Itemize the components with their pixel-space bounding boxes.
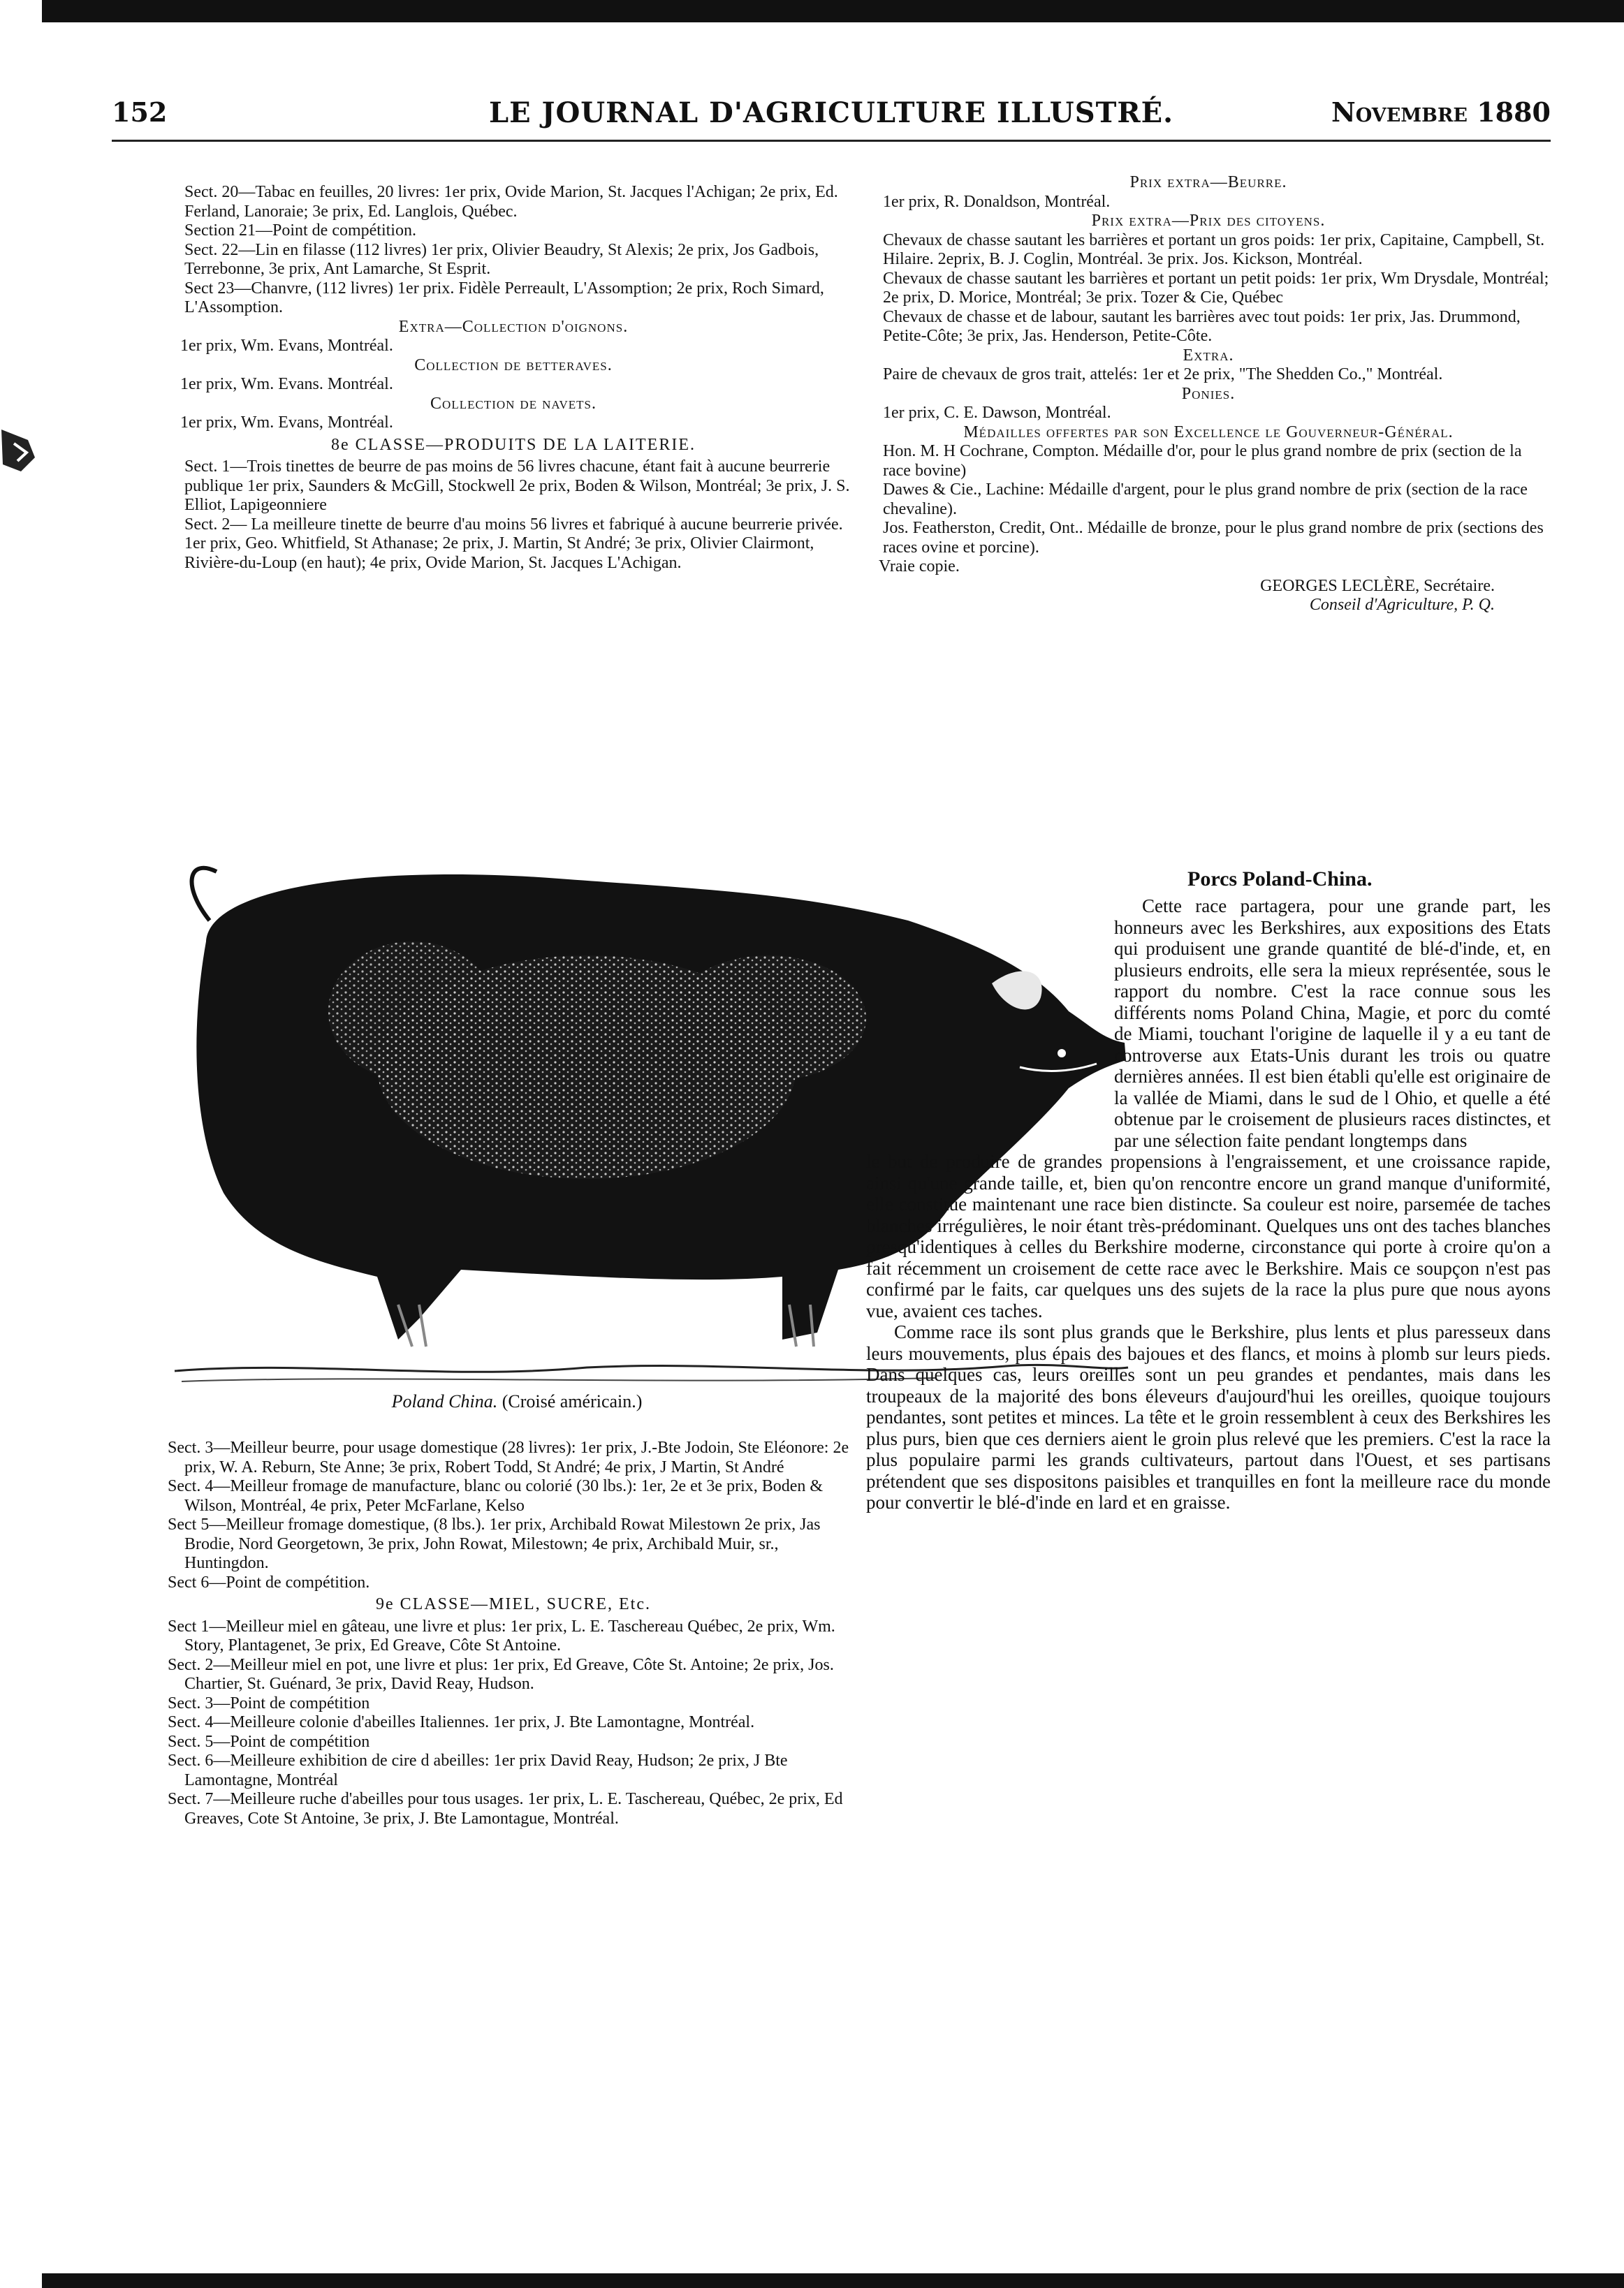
prize-entry: Section 21—Point de compétition. bbox=[184, 221, 416, 240]
left-column bbox=[168, 183, 859, 573]
prize-entry: Hon. M. H Cochrane, Compton. Médaille d'or, pour le plus grand nombre de prix (section de la race bovine) bbox=[883, 442, 1522, 480]
section-heading: Prix extra—Beurre. bbox=[1129, 173, 1287, 191]
caption-breed: Poland China. bbox=[391, 1391, 498, 1411]
section-heading: Collection de navets. bbox=[430, 394, 597, 413]
journal-title: LE JOURNAL D'AGRICULTURE ILLUSTRÉ. bbox=[488, 96, 1173, 129]
section-heading: Médailles offertes par son Excellence le Gouverneur-Général. bbox=[963, 423, 1454, 441]
article-paragraph: Comme race ils sont plus grands que le Berkshire, plus lents et plus paresseux dans leurs mouvements, plus épais des bajoues et des flancs, et moins à plomb sur leurs pieds. Dans quelques cas, leurs oreilles sont un peu grandes et pendantes, mais dans les troupeaux de la majorité des bons éleveurs d'aujourd'hui les oreilles, quoique toujours pendantes, sont petites et minces. La tête et le groin ressemblent à ceux des Berkshires les plus purs, bien que ces derniers aient le groin plus relevé que les premiers. C'est la race la plus populaire parmi les grands cultivateurs, partout dans l'Ouest, et ses partisans prétendent que ses dispositons paisibles et tranquilles en font la meilleure race du monde pour convertir le blé-d'inde en lard et en graisse. bbox=[866, 1321, 1551, 1513]
signature-org: Conseil d'Agriculture, P. Q. bbox=[1309, 596, 1495, 614]
prize-entry: Chevaux de chasse sautant les barrières et portant un petit poids: 1er prix, Wm Drysdale, Montréal; 2e prix, D. Morice, Montréal; 3e prix. Tozer & Cie, Québec bbox=[883, 269, 1549, 307]
prize-entry: Sect. 20—Tabac en feuilles, 20 livres: 1er prix, Ovide Marion, St. Jacques l'Achigan; 2e prix, Ed. Ferland, Lanoraie; 3e prix, Ed. Langlois, Québec. bbox=[184, 183, 838, 221]
article-body bbox=[866, 895, 1551, 1513]
prize-entry: Sect. 6—Meilleure exhibition de cire d abeilles: 1er prix David Reay, Hudson; 2e prix, J Bte Lamontagne, Montréal bbox=[168, 1752, 788, 1789]
prize-entry: 1er prix, C. E. Dawson, Montréal. bbox=[883, 404, 1111, 422]
prize-entry: Sect. 5—Point de compétition bbox=[168, 1732, 370, 1751]
prize-entry: Sect 23—Chanvre, (112 livres) 1er prix. Fidèle Perreault, L'Assomption; 2e prix, Roch Simard, L'Assomption. bbox=[184, 279, 824, 316]
section-heading: 8e CLASSE—PRODUITS DE LA LAITERIE. bbox=[331, 435, 696, 454]
section-heading: Collection de betteraves. bbox=[414, 355, 613, 374]
prize-entry: Sect. 4—Meilleure colonie d'abeilles Italiennes. 1er prix, J. Bte Lamontagne, Montréal. bbox=[168, 1713, 755, 1731]
section-heading: Extra. bbox=[1183, 346, 1234, 365]
prize-entry: Chevaux de chasse sautant les barrières et portant un gros poids: 1er prix, Capitaine, Campbell, St. Hilaire. 2eprix, B. J. Coglin, Montréal. 3e prix. Jos. Kickson, Montréal. bbox=[883, 230, 1545, 268]
article-paragraph: le but de produire de grandes propensions à l'engraissement, et une croissance rapide, ainsi qu'une grande taille, et, bien qu'on rencontre encore un grand manque d'uniformité, elle constitue maintenant une race bien distincte. Sa couleur est noire, parsemée de taches blanches irrégulières, le noir étant très-prédominant. Quelques uns ont des taches blanches presqu'identiques à celles du Berkshire moderne, circonstance qui porte à croire qu'on a fait récemment un croisement de cette race avec le Berkshire. Mais ce soupçon n'est pas confirmé par le faits, car quelques uns des sujets de la race la plus pure que nous ayons vue, avaient ces taches. bbox=[866, 1151, 1551, 1321]
prize-entry: Sect 6—Point de compétition. bbox=[168, 1573, 370, 1592]
section-heading: Extra—Collection d'oignons. bbox=[398, 317, 629, 336]
prize-entry: Sect. 2—Meilleur miel en pot, une livre et plus: 1er prix, Ed Greave, Côte St. Antoine; 2e prix, Jos. Chartier, St. Guénard, 3e prix, David Reay, Hudson. bbox=[168, 1655, 834, 1693]
figure-caption bbox=[168, 1391, 866, 1412]
section-heading: Ponies. bbox=[1181, 384, 1236, 403]
bottom-scan-border bbox=[42, 2273, 1624, 2288]
prize-entry: Sect 5—Meilleur fromage domestique, (8 lbs.). 1er prix, Archibald Rowat Milestown 2e prix, Jas Brodie, Nord Georgetown, 3e prix, John Rowat, Milestown; 4e prix, Archibald Muir, sr., Huntingdon. bbox=[168, 1516, 821, 1572]
right-column bbox=[866, 173, 1551, 615]
article-paragraph: Cette race partagera, pour une grande part, les honneurs avec les Berkshires, aux expositions des Etats qui produisent une grande quantité de blé-d'inde, et, en plusieurs endroits, elle sera la mieux représentée, sous le rapport du nombre. C'est la race connue sous les différents noms Poland China, Magie, et porc du comté de Miami, touchant l'origine de laquelle il y a eu tant de controverse aux Etats-Unis durant les trois ou quatre dernières années. Il est bien établi qu'elle est originaire de la vallée de Miami, dans le sud de l Ohio, et quelle a été obtenue par le croisement de plusieurs races distinctes, et par une sélection faite pendant longtemps dans bbox=[1114, 895, 1551, 1151]
prize-entry: Sect. 3—Point de compétition bbox=[168, 1694, 370, 1713]
prize-entry: Sect. 7—Meilleure ruche d'abeilles pour tous usages. 1er prix, L. E. Taschereau, Québec, 2e prix, Ed Greaves, Cote St Antoine, 3e prix, J. Bte Lamontague, Montréal. bbox=[168, 1790, 843, 1828]
page-number: 152 bbox=[112, 96, 168, 128]
prize-entry: Paire de chevaux de gros trait, attelés: 1er et 2e prix, "The Shedden Co.," Montréal. bbox=[883, 365, 1443, 383]
article-title: Porcs Poland-China. bbox=[1187, 867, 1373, 890]
prize-entry: 1er prix, R. Donaldson, Montréal. bbox=[883, 192, 1111, 211]
top-scan-border bbox=[42, 0, 1624, 22]
prize-entry: Sect 1—Meilleur miel en gâteau, une livre et plus: 1er prix, L. E. Taschereau Québec, 2e prix, Wm. Story, Plantagenet, 3e prix, Ed Greave, Côte St Antoine. bbox=[168, 1617, 835, 1655]
prize-entry: 1er prix, Wm. Evans. Montréal. bbox=[180, 375, 393, 393]
prize-entry: Sect. 1—Trois tinettes de beurre de pas moins de 56 livres chacune, étant fait à aucune beurrerie publique 1er prix, Saunders & McGill, Stockwell 2e prix, Boden & Wilson, Montréal; 3e prix, J. S. Elliot, Lapigeonniere bbox=[184, 457, 850, 514]
header-rule bbox=[112, 140, 1551, 142]
prize-entry: Dawes & Cie., Lachine: Médaille d'argent, pour le plus grand nombre de prix (section de la race chevaline). bbox=[883, 481, 1528, 518]
issue-date: Novembre 1880 bbox=[1331, 96, 1551, 128]
section-heading: 9e CLASSE—MIEL, SUCRE, Etc. bbox=[376, 1595, 651, 1613]
prize-entry: Vraie copie. bbox=[879, 557, 960, 575]
signature-name: GEORGES LECLÈRE, Secrétaire. bbox=[1260, 576, 1495, 595]
page-header bbox=[112, 96, 1551, 145]
prize-entry: 1er prix, Wm. Evans, Montréal. bbox=[180, 413, 393, 432]
section-heading: Prix extra—Prix des citoyens. bbox=[1091, 212, 1326, 230]
binding-mark-icon bbox=[0, 426, 42, 475]
prize-entry: Sect. 3—Meilleur beurre, pour usage domestique (28 livres): 1er prix, J.-Bte Jodoin, Ste Eléonore: 2e prix, W. A. Reburn, Ste Anne; 3e prix, Robert Todd, St André; 4e prix, J Martin, St André bbox=[168, 1439, 849, 1476]
prize-entry: Sect. 22—Lin en filasse (112 livres) 1er prix, Olivier Beaudry, St Alexis; 2e prix, Jos Gadbois, Terrebonne, 3e prix, Ant Lamarche, St Esprit. bbox=[184, 240, 819, 278]
prize-entry: Sect. 4—Meilleur fromage de manufacture, blanc ou colorié (30 lbs.): 1er, 2e et 3e prix, Boden & Wilson, Montréal, 4e prix, Peter McFarlane, Kelso bbox=[168, 1477, 824, 1515]
caption-note: (Croisé américain.) bbox=[502, 1391, 643, 1411]
prize-entry: 1er prix, Wm. Evans, Montréal. bbox=[180, 337, 393, 355]
prize-entry: Chevaux de chasse et de labour, sautant les barrières avec tout poids: 1er prix, Jas. Drummond, Petite-Côte; 3e prix, Jas. Henderson, Petite-Côte. bbox=[883, 307, 1521, 345]
bottom-left-column bbox=[168, 1439, 859, 1828]
prize-entry: Jos. Featherston, Credit, Ont.. Médaille de bronze, pour le plus grand nombre de prix (sections des races ovine et porcine). bbox=[883, 519, 1544, 557]
prize-entry: Sect. 2— La meilleure tinette de beurre d'au moins 56 livres et fabriqué à aucune beurrerie privée. 1er prix, Geo. Whitfield, St Athanase; 2e prix, J. Martin, St André; 3e prix, Olivier Clairmont, Rivière-du-Loup (en haut); 4e prix, Ovide Marion, St. Jacques L'Achigan. bbox=[184, 515, 843, 572]
